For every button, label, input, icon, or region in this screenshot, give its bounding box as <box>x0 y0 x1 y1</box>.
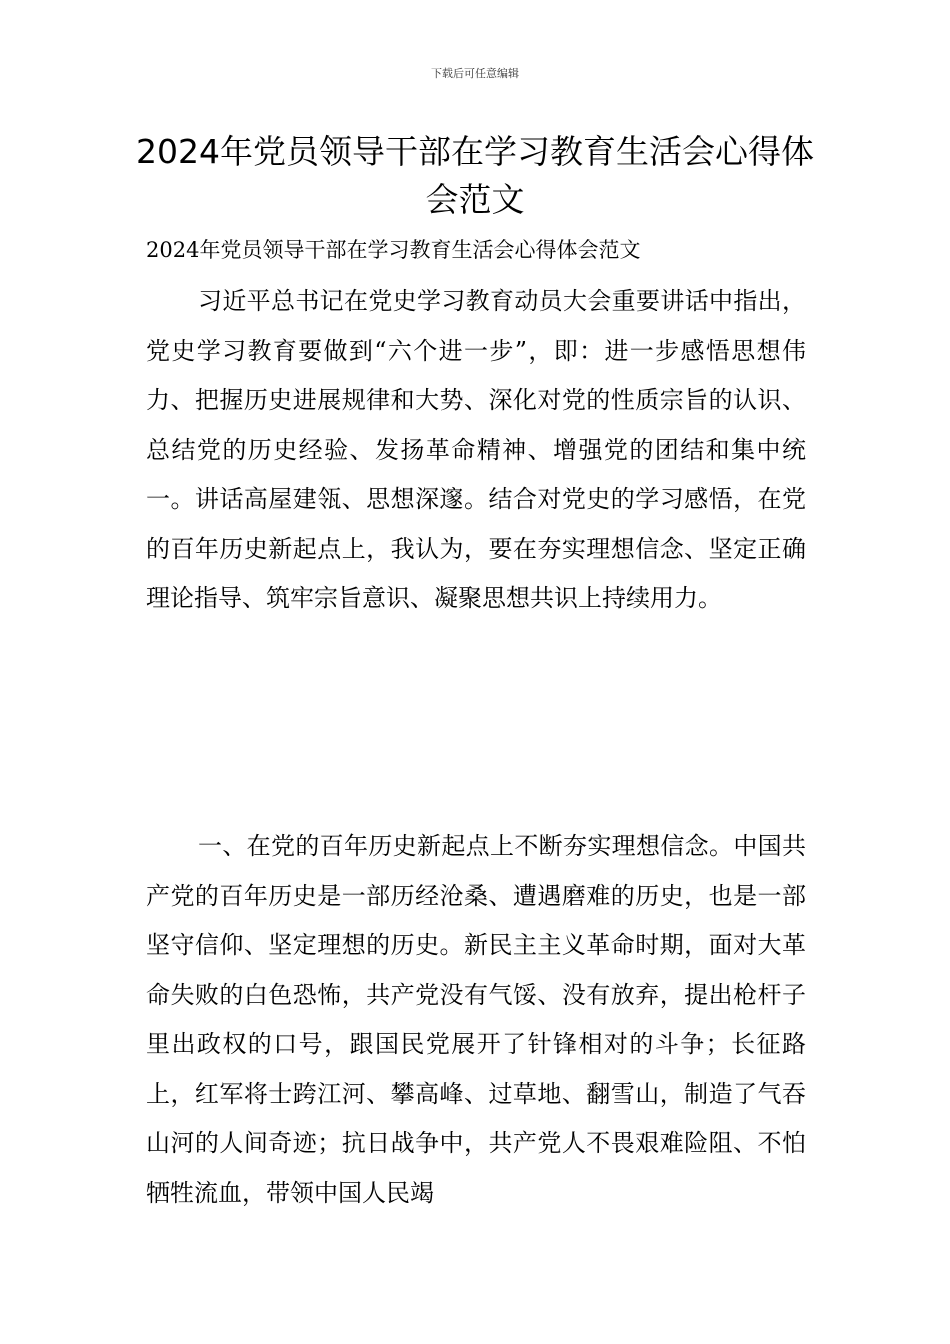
body-paragraph-section-one: 一、在党的百年历史新起点上不断夯实理想信念。中国共产党的百年历史是一部历经沧桑、遭遇磨难的历史，也是一部坚守信仰、坚定理想的历史。新民主主义革命时期，面对大革命失败的白色恐怖，共产党没有气馁、没有放弃，提出枪杆子里出政权的口号，跟国民党展开了针锋相对的斗争；长征路上，红军将士跨江河、攀高峰、过草地、翻雪山，制造了气吞山河的人间奇迹；抗日战争中，共产党人不畏艰难险阻、不怕牺牲流血，带领中国人民竭 <box>146 832 806 1207</box>
header-note: 下载后可任意编辑 <box>431 67 519 80</box>
document-title: 2024年党员领导干部在学习教育生活会心得体会范文 <box>136 132 814 219</box>
body-paragraph-intro: 习近平总书记在党史学习教育动员大会重要讲话中指出，党史学习教育要做到“六个进一步”，即：进一步感悟思想伟力、把握历史进展规律和大势、深化对党的性质宗旨的认识、总结党的历史经验、发扬革命精神、增强党的团结和集中统一。讲话高屋建瓴、思想深邃。结合对党史的学习感悟，在党的百年历史新起点上，我认为，要在夯实理想信念、坚定正确理论指导、筑牢宗旨意识、凝聚思想共识上持续用力。 <box>146 287 806 612</box>
document-subtitle: 2024年党员领导干部在学习教育生活会心得体会范文 <box>146 238 641 262</box>
